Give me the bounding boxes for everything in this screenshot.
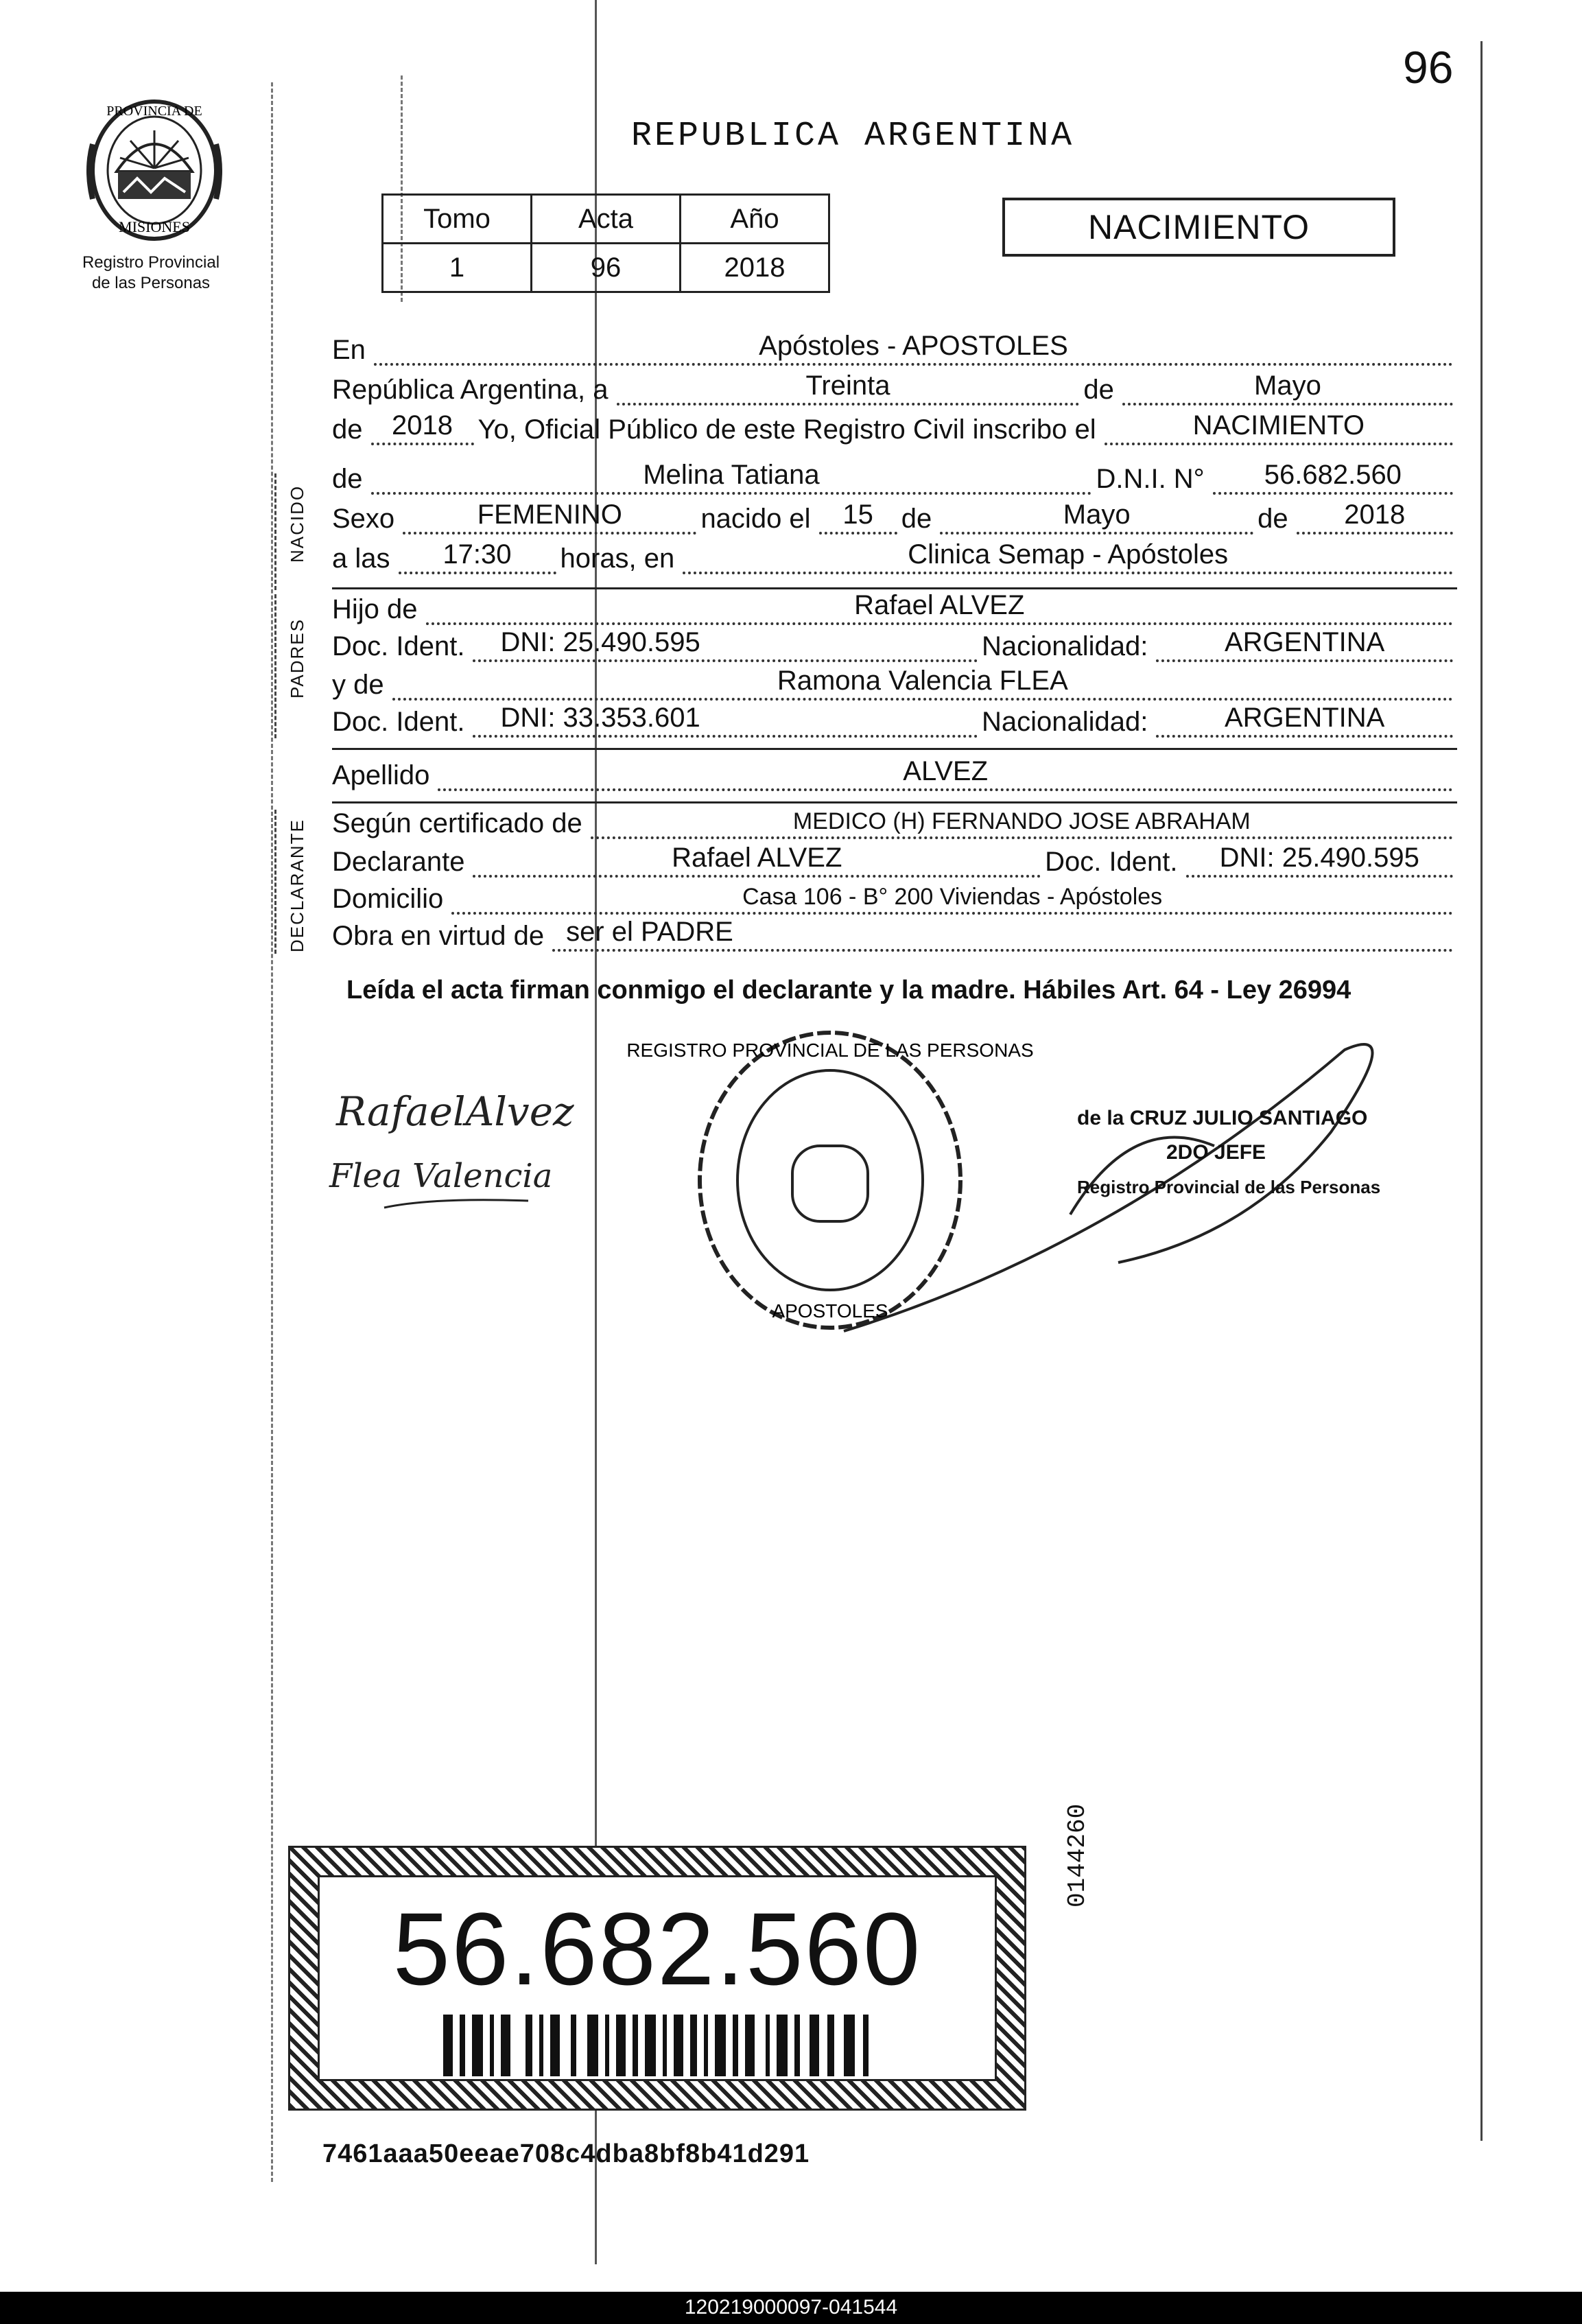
row-sex xyxy=(332,500,1457,535)
mother-value: Ramona Valencia FLEA xyxy=(777,666,1068,696)
birth-day-value: 15 xyxy=(842,500,873,530)
mother-nat-label: Nacionalidad: xyxy=(981,707,1148,737)
de-label-2: de xyxy=(901,504,932,534)
day-words-value: Treinta xyxy=(805,371,890,401)
declarante-doc-label: Doc. Ident. xyxy=(1045,847,1178,877)
anio-value: 2018 xyxy=(681,244,829,292)
official-block xyxy=(1077,1101,1380,1204)
sexo-value: FEMENINO xyxy=(477,500,622,530)
barcode-frame xyxy=(288,1846,1026,2111)
page-number: 96 xyxy=(1403,42,1454,93)
declarante-value: Rafael ALVEZ xyxy=(672,843,842,873)
apellido-value: ALVEZ xyxy=(903,756,989,786)
mother-signature: Flea Valencia xyxy=(329,1157,553,1195)
official-role: 2DO JEFE xyxy=(1166,1141,1266,1164)
row-mother-doc xyxy=(332,703,1457,738)
row-date xyxy=(332,371,1457,406)
domicilio-label: Domicilio xyxy=(332,884,444,914)
padres-side-label: PADRES xyxy=(287,618,307,699)
domicilio-value: Casa 106 - B° 200 Viviendas - Apóstoles xyxy=(742,884,1163,910)
birth-month-value: Mayo xyxy=(1063,500,1131,530)
legal-text: Leída el acta firman conmigo el declarante y la madre. Hábiles Art. 64 - Ley 26994 xyxy=(346,976,1351,1005)
barcode-number: 56.682.560 xyxy=(392,1891,922,2006)
father-doc-value: DNI: 25.490.595 xyxy=(500,627,700,657)
child-name-value: Melina Tatiana xyxy=(643,460,820,490)
row-declarante xyxy=(332,843,1457,878)
en-label: En xyxy=(332,335,366,365)
segun-label: Según certificado de xyxy=(332,808,582,838)
row-year xyxy=(332,410,1457,445)
right-margin-rule xyxy=(1480,41,1483,2141)
mother-doc-label: Doc. Ident. xyxy=(332,707,465,737)
tomo-acta-table xyxy=(381,193,830,293)
obra-label: Obra en virtud de xyxy=(332,921,545,951)
month-value: Mayo xyxy=(1254,371,1321,401)
y-de-label: y de xyxy=(332,670,384,700)
padres-side-bar xyxy=(274,594,276,738)
seal-top-text: PROVINCIA DE xyxy=(106,104,202,119)
row-obra xyxy=(332,917,1457,952)
father-nat-label: Nacionalidad: xyxy=(981,631,1148,661)
declarante-side-bar xyxy=(274,810,276,954)
barcode-inner xyxy=(318,1875,997,2081)
father-doc-label: Doc. Ident. xyxy=(332,631,465,661)
document-title: REPUBLICA ARGENTINA xyxy=(631,117,1075,156)
row-mother xyxy=(332,666,1457,701)
father-signature: RafaelAlvez xyxy=(336,1088,574,1135)
tomo-header: Tomo xyxy=(383,195,532,244)
father-value: Rafael ALVEZ xyxy=(854,590,1025,620)
official-org: Registro Provincial de las Personas xyxy=(1077,1177,1381,1197)
oficial-text: Yo, Oficial Público de este Registro Civil inscribo el xyxy=(477,414,1096,445)
acta-value: 96 xyxy=(532,244,681,292)
year-value: 2018 xyxy=(392,410,453,441)
row-certificado xyxy=(332,808,1457,839)
birth-year-value: 2018 xyxy=(1344,500,1406,530)
declarante-doc-value: DNI: 25.490.595 xyxy=(1219,843,1419,873)
stamp-top-text: REGISTRO PROVINCIAL DE LAS PERSONAS xyxy=(626,1040,1034,1061)
registry-line1: Registro Provincial xyxy=(82,253,220,272)
nacido-section-rule xyxy=(332,587,1457,589)
province-seal-icon xyxy=(75,89,233,247)
row-domicilio xyxy=(332,884,1457,915)
time-value: 17:30 xyxy=(442,539,512,570)
horas-en-label: horas, en xyxy=(560,543,675,574)
mother-doc-value: DNI: 33.353.601 xyxy=(500,703,700,733)
dni-label: D.N.I. N° xyxy=(1096,464,1205,494)
official-name: de la CRUZ JULIO SANTIAGO xyxy=(1077,1107,1368,1129)
tomo-value: 1 xyxy=(383,244,532,292)
child-dni-value: 56.682.560 xyxy=(1264,460,1402,490)
row-time xyxy=(332,539,1457,574)
anio-header: Año xyxy=(681,195,829,244)
place-value: Apóstoles - APOSTOLES xyxy=(759,331,1068,361)
row-father xyxy=(332,590,1457,625)
document-hash: 7461aaa50eeae708c4dba8bf8b41d291 xyxy=(322,2139,810,2168)
inscribed-type-value: NACIMIENTO xyxy=(1192,410,1365,441)
republica-label: República Argentina, a xyxy=(332,375,609,405)
nacido-side-bar xyxy=(274,473,276,590)
padres-section-rule xyxy=(332,748,1457,750)
barcode-side-code: 0144260 xyxy=(1063,1803,1091,1908)
apellido-section-rule xyxy=(332,801,1457,803)
father-nat-value: ARGENTINA xyxy=(1224,627,1385,657)
de-label: de xyxy=(1083,375,1114,405)
nacido-de-label: de xyxy=(332,464,363,494)
apellido-label: Apellido xyxy=(332,760,430,790)
sexo-label: Sexo xyxy=(332,504,395,534)
hijo-de-label: Hijo de xyxy=(332,594,418,624)
birth-place-value: Clinica Semap - Apóstoles xyxy=(908,539,1229,570)
barcode-bars-icon xyxy=(443,2015,882,2076)
row-father-doc xyxy=(332,627,1457,662)
de-label-3: de xyxy=(1258,504,1288,534)
nacido-el-label: nacido el xyxy=(700,504,811,534)
declarante-side-label: DECLARANTE xyxy=(287,819,307,952)
stamp-bottom-text: APOSTOLES xyxy=(772,1300,888,1322)
signatures-icon xyxy=(322,1070,574,1235)
year-prefix-label: de xyxy=(332,414,363,445)
row-place xyxy=(332,331,1457,366)
row-name xyxy=(332,460,1457,495)
footer-code: 120219000097-041544 xyxy=(684,2296,898,2319)
registry-label xyxy=(58,253,244,294)
nacido-side-label: NACIDO xyxy=(287,484,307,563)
obra-value: ser el PADRE xyxy=(566,917,733,947)
a-las-label: a las xyxy=(332,543,390,574)
seal-bottom-text: MISIONES xyxy=(119,218,190,235)
certificado-value: MEDICO (H) FERNANDO JOSE ABRAHAM xyxy=(792,808,1251,834)
declarante-label: Declarante xyxy=(332,847,465,877)
margin-dash-line xyxy=(271,82,273,2182)
act-type-box: NACIMIENTO xyxy=(1002,198,1395,257)
registry-line2: de las Personas xyxy=(91,274,211,292)
mother-nat-value: ARGENTINA xyxy=(1224,703,1385,733)
row-apellido xyxy=(332,756,1457,791)
acta-header: Acta xyxy=(532,195,681,244)
